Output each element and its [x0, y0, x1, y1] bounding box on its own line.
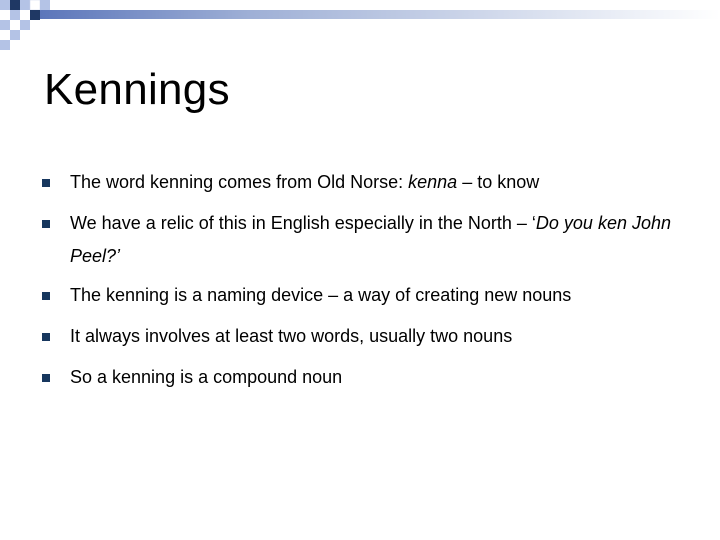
bullet-text: It always involves at least two words, usually two nouns	[70, 326, 513, 346]
bullet-text: We have a relic of this in English especially in the North – ‘	[70, 213, 536, 233]
bullet-list	[42, 166, 682, 402]
square-bullet-icon	[42, 374, 50, 382]
square-bullet-icon	[42, 333, 50, 341]
bullet-text: The word kenning comes from Old Norse:	[70, 172, 409, 192]
square-bullet-icon	[42, 292, 50, 300]
bullet-item	[42, 320, 682, 353]
bullet-item	[42, 166, 682, 199]
bullet-text-italic: Do you ken John Peel?’	[70, 213, 671, 266]
bullet-item	[42, 361, 682, 394]
bullet-text: The kenning is a naming device – a way of creating new nouns	[70, 285, 572, 305]
bullet-text-italic: kenna	[408, 172, 458, 192]
bullet-item	[42, 207, 682, 273]
bullet-text: – to know	[457, 172, 540, 192]
slide-title: Kennings	[44, 65, 230, 114]
square-bullet-icon	[42, 220, 50, 228]
bullet-text: So a kenning is a compound noun	[70, 367, 343, 387]
square-bullet-icon	[42, 179, 50, 187]
header-decoration	[0, 0, 720, 50]
bullet-item	[42, 279, 682, 312]
